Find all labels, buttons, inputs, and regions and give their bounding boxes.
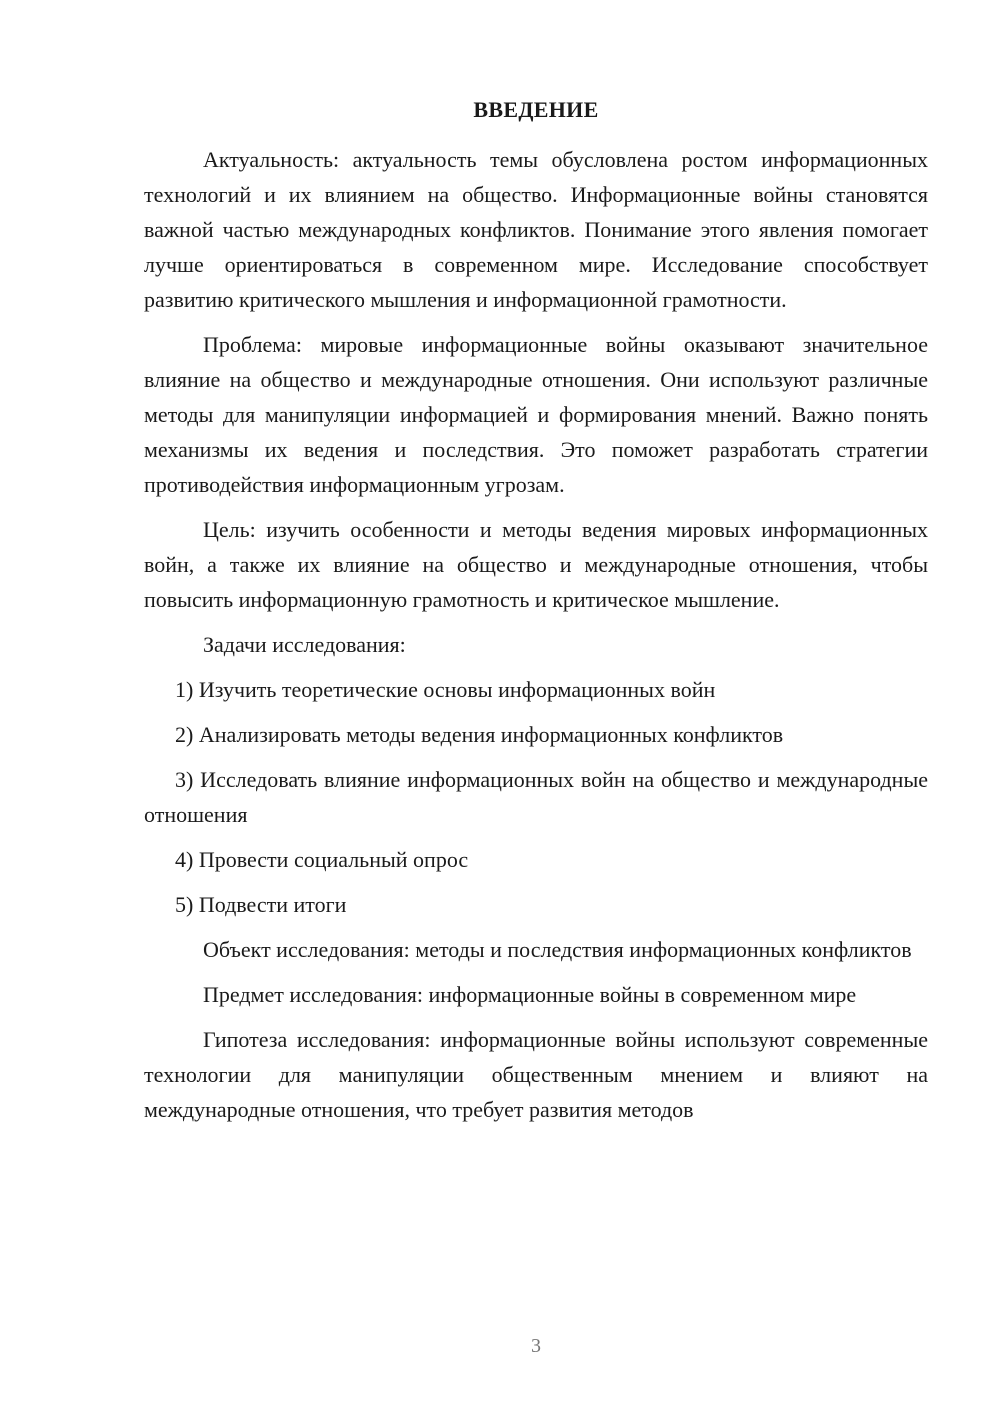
paragraph-goal: Цель: изучить особенности и методы ведения мировых информационных войн, а также их влияние на общество и международные отношения, чтобы повысить информационную грамотность и критическое мышление. — [144, 517, 928, 612]
paragraph-relevance: Актуальность: актуальность темы обусловлена ростом информационных технологий и их влиянием на общество. Информационные войны становятся важной частью международных конфликтов. Понимание этого явления помогает лучше ориентироваться в современном мире. Исследование способствует развитию критического мышления и информационной грамотности. — [144, 147, 928, 312]
paragraph-problem: Проблема: мировые информационные войны оказывают значительное влияние на общество и международные отношения. Они используют различные методы для манипуляции информацией и формирования мнений. Важно понять механизмы их ведения и последствия. Это поможет разработать стратегии противодействия информационным угрозам. — [144, 332, 928, 497]
paragraph-hypothesis: Гипотеза исследования: информационные войны используют современные технологии для манипуляции общественным мнением и влияют на международные отношения, что требует развития методов — [144, 1027, 928, 1122]
task-item-1: 1) Изучить теоретические основы информационных войн — [175, 677, 716, 702]
paragraph-subject: Предмет исследования: информационные войны в современном мире — [203, 982, 857, 1007]
task-item-3: 3) Исследовать влияние информационных войн на общество и международные отношения — [144, 767, 928, 827]
task-item-4: 4) Провести социальный опрос — [175, 847, 469, 872]
page-number: 3 — [531, 1335, 541, 1357]
task-item-2: 2) Анализировать методы ведения информационных конфликтов — [175, 722, 784, 747]
body-text — [144, 142, 928, 1137]
tasks-heading: Задачи исследования: — [203, 632, 406, 657]
paragraph-object: Объект исследования: методы и последствия информационных конфликтов — [203, 937, 912, 962]
task-item-5: 5) Подвести итоги — [175, 892, 347, 917]
page-title: ВВЕДЕНИЕ — [473, 97, 599, 122]
